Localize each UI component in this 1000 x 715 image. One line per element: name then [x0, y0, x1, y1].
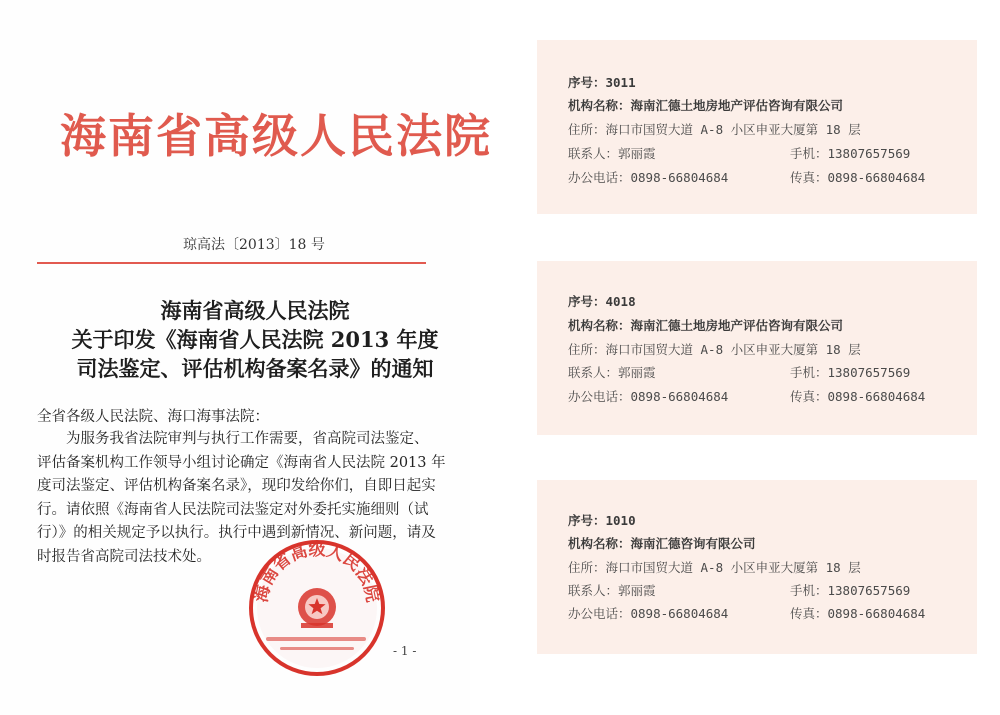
body-line: 行。请依照《海南省人民法院司法鉴定对外委托实施细则（试	[37, 501, 429, 518]
card-office-phone: 办公电话：0898-66804684	[568, 389, 729, 404]
body-line: 度司法鉴定、评估机构备案名录》，现印发给你们，自即日起实	[37, 478, 436, 494]
court-title: 海南省高级人民法院	[60, 109, 492, 163]
card-address: 住所：海口市国贸大道 A-8 小区申亚大厦第 18 层	[568, 122, 861, 137]
notice-title-line: 司法鉴定、评估机构备案名录》的通知	[76, 356, 434, 381]
card-contact: 联系人：郭丽霞	[568, 146, 656, 161]
agency-card	[537, 261, 977, 435]
agency-card	[537, 480, 977, 654]
official-seal-stamp	[246, 537, 388, 679]
agency-card	[537, 40, 977, 214]
card-mobile: 手机：13807657569	[790, 583, 911, 598]
red-divider-line	[37, 262, 426, 264]
card-fax: 传真：0898-66804684	[790, 389, 926, 404]
card-org-name: 机构名称：海南汇德土地房地产评估咨询有限公司	[568, 98, 844, 113]
notice-title-line: 海南省高级人民法院	[160, 298, 350, 323]
body-line: 为服务我省法院审判与执行工作需要，省高院司法鉴定、	[37, 431, 429, 447]
card-serial: 序号：1010	[568, 513, 636, 528]
card-contact: 联系人：郭丽霞	[568, 583, 656, 598]
card-fax: 传真：0898-66804684	[790, 606, 926, 621]
body-line: 行）》的相关规定予以执行。执行中遇到新情况、新问题，请及	[37, 525, 436, 541]
page-number: - 1 -	[393, 644, 417, 658]
notice-title-line: 关于印发《海南省人民法院 2013 年度	[71, 327, 439, 352]
card-office-phone: 办公电话：0898-66804684	[568, 170, 729, 185]
document-number: 琼高法〔2013〕18 号	[183, 237, 325, 253]
card-serial: 序号：3011	[568, 75, 636, 90]
court-notice-document	[0, 0, 492, 715]
addressee-line: 全省各级人民法院、海口海事法院：	[37, 409, 269, 425]
card-contact: 联系人：郭丽霞	[568, 365, 656, 380]
card-address: 住所：海口市国贸大道 A-8 小区申亚大厦第 18 层	[568, 560, 861, 575]
card-org-name: 机构名称：海南汇德土地房地产评估咨询有限公司	[568, 318, 844, 333]
card-mobile: 手机：13807657569	[790, 365, 911, 380]
card-serial: 序号：4018	[568, 294, 636, 309]
seal-arc-text: 海南省高级人民法院	[251, 540, 383, 605]
card-address: 住所：海口市国贸大道 A-8 小区申亚大厦第 18 层	[568, 342, 861, 357]
body-line: 时报告省高院司法技术处。	[37, 548, 211, 565]
notice-title	[40, 296, 470, 383]
card-mobile: 手机：13807657569	[790, 146, 911, 161]
card-org-name: 机构名称：海南汇德咨询有限公司	[568, 536, 756, 551]
body-line: 评估备案机构工作领导小组讨论确定《海南省人民法院 2013 年	[37, 454, 446, 471]
card-office-phone: 办公电话：0898-66804684	[568, 606, 729, 621]
card-fax: 传真：0898-66804684	[790, 170, 926, 185]
